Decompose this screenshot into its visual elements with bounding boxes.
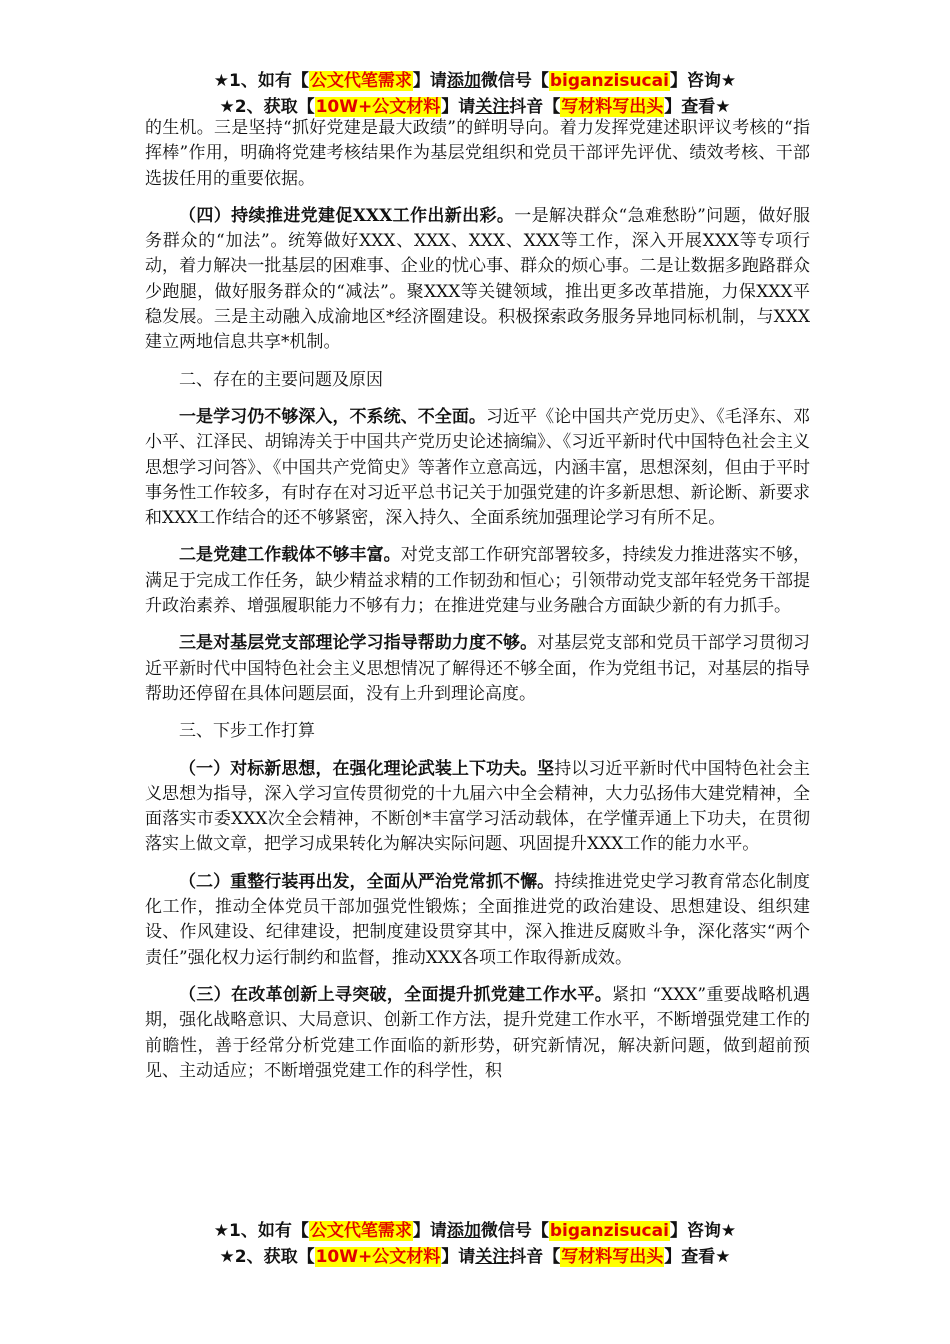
footer-banner [0,1218,950,1270]
highlight-ghostwriting: 公文代笔需求 [309,1221,412,1241]
paragraph-continuation: 的生机。三是坚持“抓好党建是最大政绩”的鲜明导向。着力发挥党建述职评议考核的“指挥棒”作用，明确将党建考核结果作为基层党组织和党员干部评先评优、绩效考核、干部选拔任用的重要依据。 [145,118,810,189]
highlight-ghostwriting: 公文代笔需求 [309,71,412,91]
highlight-douyin-account: 写材料写出头 [561,1247,664,1267]
section-heading-problems: 二、存在的主要问题及原因 [179,369,383,390]
banner-line-2: ★2、获取【10W+公文材料】请关注抖音【写材料写出头】查看★ [219,1247,731,1267]
document-body [145,116,810,1096]
highlight-materials: 10W+公文材料 [315,1247,441,1267]
paragraph-problem-1: 一是学习仍不够深入，不系统、不全面。习近平《论中国共产党历史》、《毛泽东、邓小平、江泽民、胡锦涛关于中国共产党历史论述摘编》、《习近平新时代中国特色社会主义思想学习问答》、《中国共产党简史》等著作立意高远，内涵丰富，思想深刻，但由于平时事务性工作较多，有时存在对习近平总书记关于加强党建的许多新思想、新论断、新要求和XXX工作结合的还不够紧密，深入持久、全面系统加强理论学习有所不足。 [145,406,811,529]
banner-line-2: ★2、获取【10W+公文材料】请关注抖音【写材料写出头】查看★ [219,97,731,117]
paragraph-problem-3: 三是对基层党支部理论学习指导帮助力度不够。对基层党支部和党员干部学习贯彻习近平新时代中国特色社会主义思想情况了解得还不够全面，作为党组书记，对基层的指导帮助还停留在具体问题层面，没有上升到理论高度。 [145,633,811,704]
highlight-wechat-id: biganzisucai [549,1221,669,1241]
paragraph-plan-1: （一）对标新思想，在强化理论武装上下功夫。坚持以习近平新时代中国特色社会主义思想为指导，深入学习宣传贯彻党的十九届六中全会精神，大力弘扬伟大建党精神，全面落实市委XXX次全会精神，不断创*丰富学习活动载体，在学懂弄通上下功夫，在贯彻落实上做文章，把学习成果转化为解决实际问题、巩固提升XXX工作的能力水平。 [145,758,811,855]
highlight-wechat-id: biganzisucai [549,71,669,91]
highlight-douyin-account: 写材料写出头 [561,97,664,117]
paragraph-plan-2: （二）重整行装再出发，全面从严治党常抓不懈。持续推进党史学习教育常态化制度化工作，推动全体党员干部加强党性锻炼；全面推进党的政治建设、思想建设、组织建设、作风建设、纪律建设，把制度建设贯穿其中，深入推进反腐败斗争，深化落实“两个责任”强化权力运行制约和监督，推动XXX各项工作取得新成效。 [145,871,811,968]
highlight-materials: 10W+公文材料 [315,97,441,117]
paragraph-problem-2: 二是党建工作载体不够丰富。对党支部工作研究部署较多，持续发力推进落实不够，满足于完成工作任务，缺少精益求精的工作韧劲和恒心；引领带动党支部年轻党务干部提升政治素养、增强履职能力不够有力；在推进党建与业务融合方面缺少新的有力抓手。 [145,545,811,617]
section-heading-next-steps: 三、下步工作打算 [179,721,315,742]
paragraph-4-party-building: （四）持续推进党建促XXX工作出新出彩。一是解决群众“急难愁盼”问题，做好服务群众的“加法”。统筹做好XXX、XXX、XXX、XXX等工作，深入开展XXX等专项行动，着力解决一批基层的困难事、企业的忧心事、群众的烦心事。二是让数据多跑路群众少跑腿，做好服务群众的“减法”。聚XXX等关键领域，推出更多改革措施，力保XXX平稳发展。三是主动融入成渝地区*经济圈建设。积极探索政务服务异地同标机制，与XXX建立两地信息共享*机制。 [145,205,810,353]
header-banner [0,68,950,120]
banner-line-1: ★1、如有【公文代笔需求】请添加微信号【biganzisucai】咨询★ [213,71,737,91]
paragraph-plan-3: （三）在改革创新上寻突破，全面提升抓党建工作水平。紧扣 “XXX”重要战略机遇期，强化战略意识、大局意识、创新工作方法，提升党建工作水平，不断增强党建工作的前瞻性，善于经常分析党建工作面临的新形势，研究新情况，解决新问题，做到超前预见、主动适应；不断增强党建工作的科学性，积 [145,984,811,1081]
banner-line-1: ★1、如有【公文代笔需求】请添加微信号【biganzisucai】咨询★ [213,1221,737,1241]
